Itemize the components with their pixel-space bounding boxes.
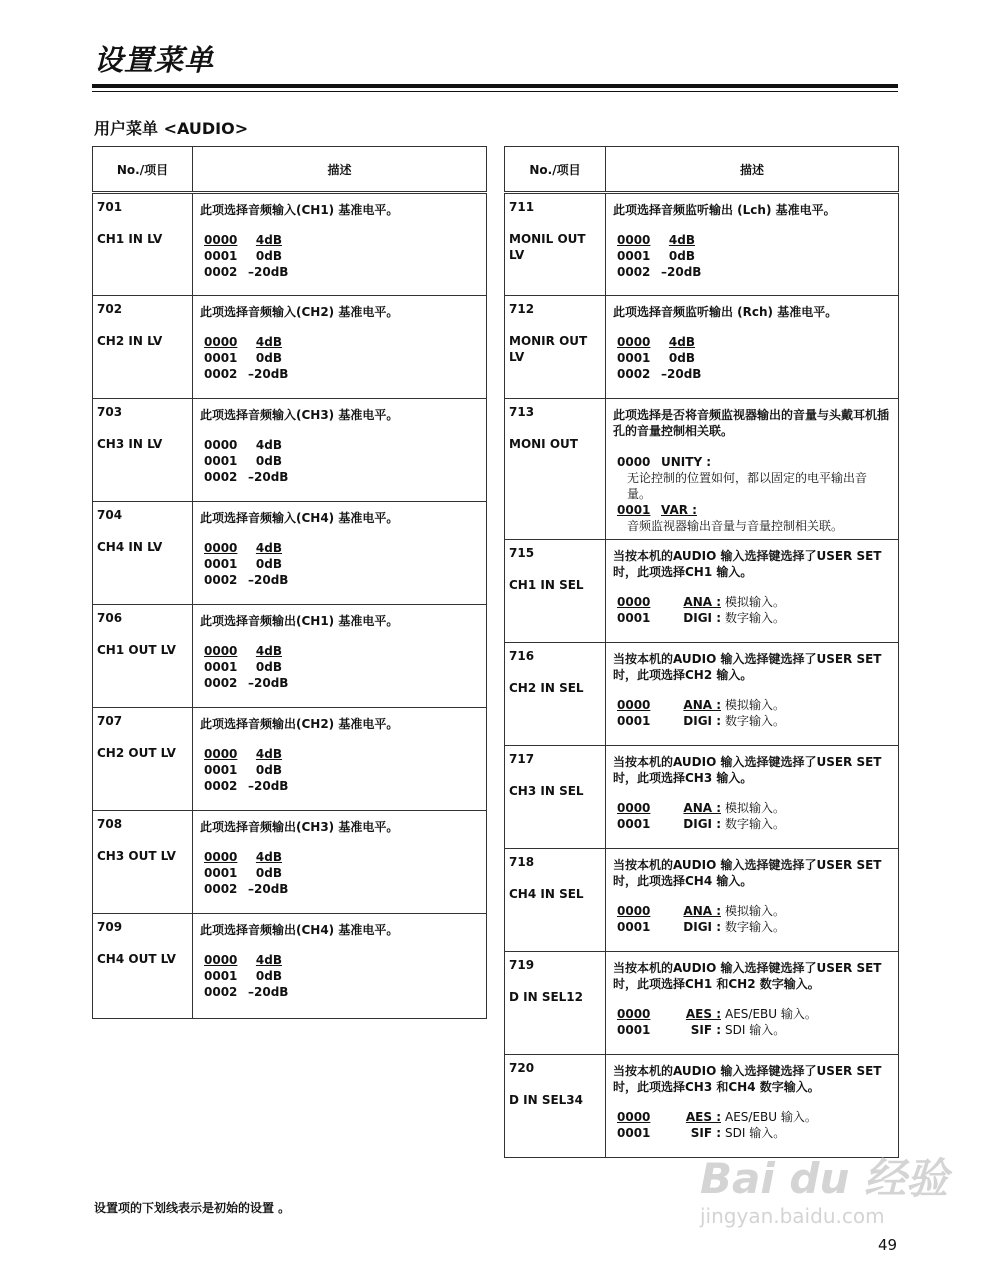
header-no: No./项目 (505, 147, 606, 193)
item-number: 702 (97, 302, 123, 316)
option-value: 4dB (255, 953, 282, 967)
option-row (204, 437, 478, 453)
option-value: –20dB (661, 265, 702, 279)
option-label: VAR : (661, 503, 697, 517)
table-row (93, 708, 487, 811)
item-name: CH1 OUT LV (97, 643, 176, 657)
option-row (204, 264, 478, 280)
description-cell (606, 746, 899, 849)
description-text: 当按本机的AUDIO 输入选择键选择了USER SET 时，此项选择CH3 和CH4 数字输入。 (613, 1064, 882, 1094)
description-cell (606, 952, 899, 1055)
description-text: 此项选择音频输出(CH3) 基准电平。 (200, 820, 399, 834)
option-row (204, 952, 478, 968)
option-code: 0001 (617, 920, 651, 934)
option-code: 0002 (204, 265, 238, 279)
option-list (617, 1109, 890, 1141)
option-value: 4dB (668, 233, 695, 247)
item-name: CH3 IN SEL (509, 784, 584, 798)
item-number: 701 (97, 200, 123, 214)
option-value: 0dB (255, 454, 282, 468)
item-number: 707 (97, 714, 123, 728)
option-list (204, 643, 478, 691)
option-row (204, 778, 478, 794)
option-value: 0dB (255, 969, 282, 983)
description-cell (193, 193, 487, 296)
option-row (617, 697, 890, 713)
description-cell (193, 914, 487, 1019)
option-row (204, 469, 478, 485)
option-text: SDI 输入。 (725, 1023, 786, 1037)
description-cell (193, 502, 487, 605)
description-cell (606, 643, 899, 746)
item-number: 704 (97, 508, 123, 522)
option-list (204, 849, 478, 897)
table-row (505, 849, 899, 952)
option-text: AES/EBU 输入。 (725, 1110, 817, 1124)
item-cell (93, 399, 193, 502)
option-row (204, 556, 478, 572)
description-text: 此项选择音频输出(CH1) 基准电平。 (200, 614, 399, 628)
option-value: 4dB (255, 335, 282, 349)
item-name: CH3 OUT LV (97, 849, 176, 863)
item-cell (93, 708, 193, 811)
item-number: 716 (509, 649, 535, 663)
option-value: 0dB (255, 660, 282, 674)
option-value: 0dB (255, 351, 282, 365)
option-code: 0001 (617, 611, 651, 625)
table-row (505, 643, 899, 746)
item-number: 717 (509, 752, 535, 766)
option-value: –20dB (661, 367, 702, 381)
title-rule-thin (92, 91, 898, 92)
option-text: 模拟输入。 (725, 801, 786, 815)
option-value: –20dB (248, 367, 289, 381)
option-list (617, 232, 890, 280)
option-label: DIGI : (683, 611, 721, 625)
option-code: 0000 (617, 801, 651, 815)
description-text: 此项选择音频输入(CH2) 基准电平。 (200, 305, 399, 319)
right-menu-table (504, 146, 899, 1158)
option-text: 数字输入。 (725, 714, 786, 728)
option-value: –20dB (248, 265, 289, 279)
table-row (505, 399, 899, 540)
header-desc: 描述 (193, 147, 487, 193)
option-label: ANA : (683, 801, 721, 815)
option-list (204, 952, 478, 1000)
option-code: 0002 (617, 265, 651, 279)
option-value: 0dB (255, 866, 282, 880)
option-list (617, 1006, 890, 1038)
option-row (617, 594, 890, 610)
option-code: 0001 (617, 817, 651, 831)
option-row (617, 248, 890, 264)
option-row (204, 968, 478, 984)
option-text: 数字输入。 (725, 920, 786, 934)
option-label: SIF : (690, 1023, 721, 1037)
option-value: –20dB (248, 573, 289, 587)
option-row (617, 919, 890, 935)
footer-note: 设置项的下划线表示是初始的设置 。 (94, 1201, 291, 1215)
option-row (617, 232, 890, 248)
option-row (617, 350, 890, 366)
description-text: 当按本机的AUDIO 输入选择键选择了USER SET 时，此项选择CH4 输入。 (613, 858, 882, 888)
item-name: CH4 IN SEL (509, 887, 584, 901)
option-text: 模拟输入。 (725, 698, 786, 712)
option-label: DIGI : (683, 817, 721, 831)
option-list (617, 697, 890, 729)
table-row (505, 296, 899, 399)
option-description: 无论控制的位置如何，都以固定的电平输出音量。 (627, 471, 868, 501)
option-label: UNITY : (661, 455, 712, 469)
option-list (204, 232, 478, 280)
header-desc: 描述 (606, 147, 899, 193)
description-cell (193, 605, 487, 708)
option-value: –20dB (248, 676, 289, 690)
option-row (617, 334, 890, 350)
description-cell (193, 399, 487, 502)
option-code: 0002 (204, 367, 238, 381)
item-name: CH2 IN LV (97, 334, 163, 348)
option-value: 4dB (255, 541, 282, 555)
option-row (204, 453, 478, 469)
option-value: 4dB (255, 233, 282, 247)
option-value: 0dB (255, 763, 282, 777)
option-row (204, 849, 478, 865)
item-cell (505, 296, 606, 399)
option-code: 0002 (204, 985, 238, 999)
item-cell (93, 193, 193, 296)
option-row (204, 643, 478, 659)
item-cell (93, 502, 193, 605)
table-row (505, 746, 899, 849)
option-list (204, 746, 478, 794)
option-row (204, 865, 478, 881)
option-row (204, 881, 478, 897)
option-code: 0001 (617, 503, 651, 517)
option-row (617, 816, 890, 832)
description-text: 此项选择音频监听输出 (Lch) 基准电平。 (613, 203, 836, 217)
option-value: 0dB (668, 249, 695, 263)
option-code: 0001 (617, 351, 651, 365)
option-code: 0002 (204, 779, 238, 793)
option-row (617, 713, 890, 729)
option-row (204, 675, 478, 691)
item-cell (505, 952, 606, 1055)
option-value: 4dB (255, 850, 282, 864)
description-text: 此项选择音频输入(CH1) 基准电平。 (200, 203, 399, 217)
option-row (617, 1006, 890, 1022)
item-name: CH3 IN LV (97, 437, 163, 451)
item-number: 711 (509, 200, 535, 214)
item-name: CH2 IN SEL (509, 681, 584, 695)
description-cell (606, 193, 899, 296)
table-row (93, 502, 487, 605)
table-row (93, 399, 487, 502)
option-value: –20dB (248, 470, 289, 484)
option-list (204, 334, 478, 382)
option-row (617, 264, 890, 280)
table-row (505, 540, 899, 643)
option-label: DIGI : (683, 714, 721, 728)
item-name: CH4 OUT LV (97, 952, 176, 966)
option-value: 4dB (668, 335, 695, 349)
option-text: AES/EBU 输入。 (725, 1007, 817, 1021)
description-text: 当按本机的AUDIO 输入选择键选择了USER SET 时，此项选择CH2 输入。 (613, 652, 882, 682)
option-list (617, 594, 890, 626)
section-title: 用户菜单 <AUDIO> (94, 119, 249, 138)
description-cell (606, 296, 899, 399)
table-row (93, 193, 487, 296)
option-text: SDI 输入。 (725, 1126, 786, 1140)
description-text: 此项选择音频输入(CH4) 基准电平。 (200, 511, 399, 525)
item-cell (505, 643, 606, 746)
option-row (617, 366, 890, 382)
option-code: 0002 (204, 573, 238, 587)
option-label: DIGI : (683, 920, 721, 934)
option-code: 0001 (617, 249, 651, 263)
option-value: –20dB (248, 779, 289, 793)
item-name: MONIL OUT LV (509, 232, 586, 262)
item-cell (505, 746, 606, 849)
option-code: 0000 (204, 335, 238, 349)
option-label: SIF : (690, 1126, 721, 1140)
option-text: 数字输入。 (725, 817, 786, 831)
table-row (93, 296, 487, 399)
option-text: 模拟输入。 (725, 595, 786, 609)
option-code: 0000 (204, 438, 238, 452)
option-list (617, 800, 890, 832)
description-cell (606, 849, 899, 952)
description-text: 当按本机的AUDIO 输入选择键选择了USER SET 时，此项选择CH1 输入。 (613, 549, 882, 579)
option-row (204, 334, 478, 350)
option-code: 0000 (617, 1110, 651, 1124)
item-number: 713 (509, 405, 535, 419)
description-text: 此项选择音频输出(CH2) 基准电平。 (200, 717, 399, 731)
option-list (204, 437, 478, 485)
option-code: 0000 (204, 850, 238, 864)
item-cell (93, 811, 193, 914)
option-row (617, 1022, 890, 1038)
option-code: 0001 (617, 714, 651, 728)
option-value: –20dB (248, 985, 289, 999)
item-number: 706 (97, 611, 123, 625)
page-title: 设置菜单 (94, 43, 215, 77)
option-code: 0001 (204, 660, 238, 674)
option-row (204, 232, 478, 248)
option-label: AES : (685, 1007, 721, 1021)
option-code: 0000 (204, 233, 238, 247)
option-code: 0002 (204, 676, 238, 690)
option-row (617, 610, 890, 626)
item-name: CH1 IN SEL (509, 578, 584, 592)
option-code: 0001 (617, 1126, 651, 1140)
option-value: –20dB (248, 882, 289, 896)
option-value: 4dB (255, 438, 282, 452)
option-code: 0000 (617, 904, 651, 918)
item-name: D IN SEL12 (509, 990, 584, 1004)
item-number: 708 (97, 817, 123, 831)
description-text: 当按本机的AUDIO 输入选择键选择了USER SET 时，此项选择CH3 输入。 (613, 755, 882, 785)
item-number: 712 (509, 302, 535, 316)
item-cell (505, 540, 606, 643)
option-label: ANA : (683, 595, 721, 609)
description-cell (193, 811, 487, 914)
option-row (204, 984, 478, 1000)
item-cell (93, 914, 193, 1019)
header-no: No./项目 (93, 147, 193, 193)
option-code: 0001 (204, 557, 238, 571)
option-description: 音频监视器输出音量与音量控制相关联。 (627, 519, 844, 533)
option-code: 0000 (617, 335, 651, 349)
option-code: 0002 (204, 470, 238, 484)
description-text: 此项选择音频输入(CH3) 基准电平。 (200, 408, 399, 422)
option-code: 0002 (617, 367, 651, 381)
option-code: 0000 (204, 953, 238, 967)
option-code: 0001 (204, 351, 238, 365)
option-value: 0dB (255, 557, 282, 571)
description-cell (193, 296, 487, 399)
item-name: MONIR OUT LV (509, 334, 588, 364)
option-code: 0000 (617, 698, 651, 712)
item-name: D IN SEL34 (509, 1093, 584, 1107)
option-value: 0dB (255, 249, 282, 263)
table-row (93, 811, 487, 914)
option-row (617, 1125, 890, 1141)
item-number: 703 (97, 405, 123, 419)
item-number: 715 (509, 546, 535, 560)
option-text: 数字输入。 (725, 611, 786, 625)
description-cell (606, 399, 899, 540)
option-text: 模拟输入。 (725, 904, 786, 918)
item-cell (93, 296, 193, 399)
option-code: 0001 (204, 969, 238, 983)
option-row (617, 903, 890, 919)
option-row (617, 1109, 890, 1125)
item-name: MONI OUT (509, 437, 578, 451)
option-label: ANA : (683, 698, 721, 712)
item-number: 720 (509, 1061, 535, 1075)
description-text: 此项选择音频输出(CH4) 基准电平。 (200, 923, 399, 937)
item-name: CH1 IN LV (97, 232, 163, 246)
option-code: 0001 (204, 763, 238, 777)
option-code: 0000 (617, 233, 651, 247)
option-label: ANA : (683, 904, 721, 918)
option-code: 0000 (617, 455, 651, 469)
watermark-url: jingyan.baidu.com (700, 1204, 885, 1228)
item-cell (505, 849, 606, 952)
option-list (617, 334, 890, 382)
item-name: CH4 IN LV (97, 540, 163, 554)
option-code: 0001 (204, 249, 238, 263)
option-code: 0000 (204, 644, 238, 658)
option-value: 4dB (255, 644, 282, 658)
option-list (204, 540, 478, 588)
option-code: 0000 (617, 1007, 651, 1021)
description-text: 此项选择是否将音频监视器输出的音量与头戴耳机插孔的音量控制相关联。 (613, 408, 890, 438)
table-row (93, 914, 487, 1019)
option-row (617, 502, 890, 518)
item-name: CH2 OUT LV (97, 746, 176, 760)
page-number: 49 (878, 1236, 898, 1254)
option-row (204, 659, 478, 675)
option-code: 0001 (204, 454, 238, 468)
item-number: 709 (97, 920, 123, 934)
watermark (700, 1146, 948, 1228)
item-number: 719 (509, 958, 535, 972)
option-row (204, 762, 478, 778)
watermark-logo: Bai du 经验 (700, 1154, 948, 1203)
item-number: 718 (509, 855, 535, 869)
option-value: 0dB (668, 351, 695, 365)
option-value: 4dB (255, 747, 282, 761)
option-row (204, 248, 478, 264)
item-cell (505, 399, 606, 540)
item-cell (93, 605, 193, 708)
description-text: 此项选择音频监听输出 (Rch) 基准电平。 (613, 305, 838, 319)
option-row (617, 454, 890, 470)
option-code: 0000 (204, 541, 238, 555)
item-cell (505, 193, 606, 296)
option-row (204, 572, 478, 588)
option-row (204, 540, 478, 556)
description-text: 当按本机的AUDIO 输入选择键选择了USER SET 时，此项选择CH1 和CH2 数字输入。 (613, 961, 882, 991)
table-row (505, 952, 899, 1055)
option-row (204, 366, 478, 382)
description-cell (606, 540, 899, 643)
option-list (617, 903, 890, 935)
description-cell (193, 708, 487, 811)
option-row (204, 350, 478, 366)
option-code: 0000 (617, 595, 651, 609)
option-label: AES : (685, 1110, 721, 1124)
table-row (505, 193, 899, 296)
title-rule-thick (92, 84, 898, 88)
item-cell (505, 1055, 606, 1158)
left-menu-table (92, 146, 487, 1019)
option-code: 0001 (617, 1023, 651, 1037)
table-row (505, 1055, 899, 1158)
option-code: 0000 (204, 747, 238, 761)
option-row (617, 800, 890, 816)
option-code: 0002 (204, 882, 238, 896)
option-list (617, 454, 890, 534)
option-row (204, 746, 478, 762)
description-cell (606, 1055, 899, 1158)
table-row (93, 605, 487, 708)
option-code: 0001 (204, 866, 238, 880)
